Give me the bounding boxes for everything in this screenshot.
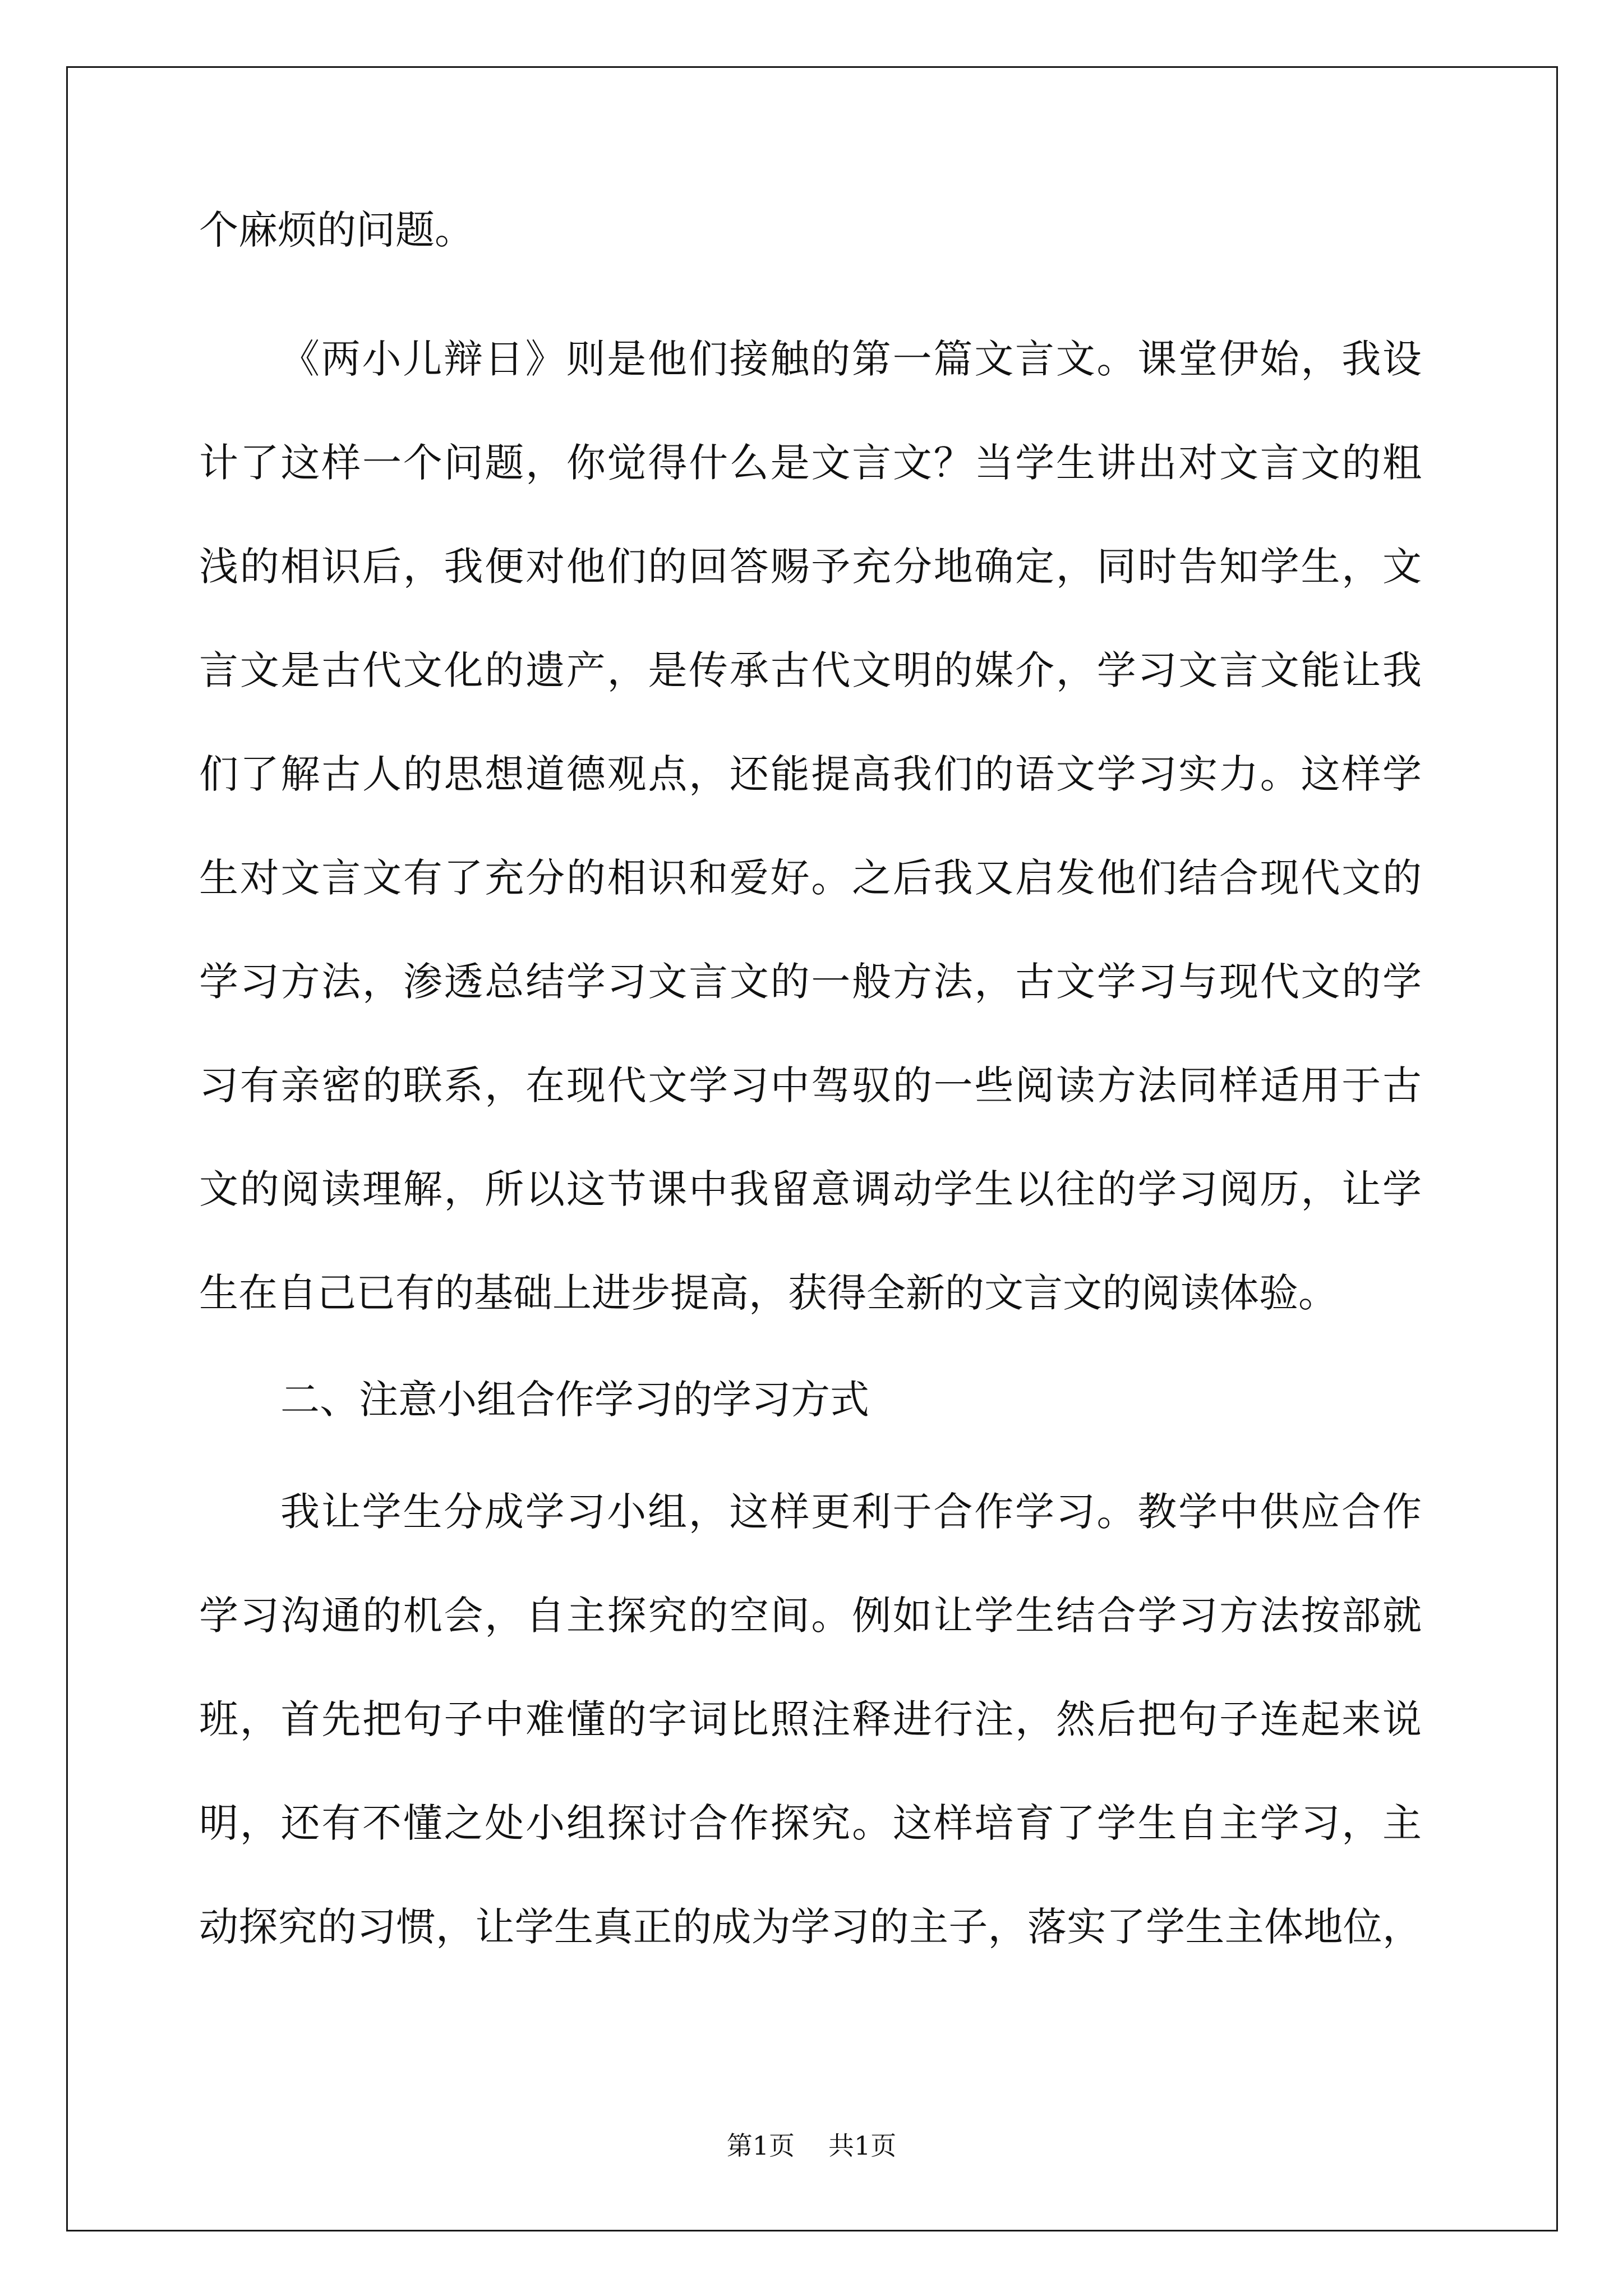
text-line: 个麻烦的问题。 — [199, 207, 474, 253]
text-line: 班，首先把句子中难懂的字词比照注释进行注，然后把句子连起来说 — [199, 1696, 1422, 1742]
text-line: 明，还有不懂之处小组探讨合作探究。这样培育了学生自主学习，主 — [199, 1800, 1422, 1846]
page-total: 共1页 — [828, 2131, 897, 2161]
text-line: 们了解古人的思想道德观点，还能提高我们的语文学习实力。这样学 — [199, 751, 1422, 797]
text-line: 动探究的习惯，让学生真正的成为学习的主子，落实了学生主体地位， — [199, 1904, 1422, 1950]
text-line: 学习方法，渗透总结学习文言文的一般方法，古文学习与现代文的学 — [199, 959, 1422, 1005]
text-line: 计了这样一个问题，你觉得什么是文言文？当学生讲出对文言文的粗 — [199, 440, 1422, 486]
text-line: 言文是古代文化的遗产，是传承古代文明的媒介，学习文言文能让我 — [199, 647, 1422, 693]
page-number: 第1页 — [726, 2131, 795, 2161]
text-line: 文的阅读理解，所以这节课中我留意调动学生以往的学习阅历，让学 — [199, 1166, 1422, 1212]
text-line: 生对文言文有了充分的相识和爱好。之后我又启发他们结合现代文的 — [199, 855, 1422, 901]
paragraph-first-line: 我让学生分成学习小组，这样更利于合作学习。教学中供应合作 — [280, 1489, 1422, 1535]
section-heading: 二、注意小组合作学习的学习方式 — [280, 1377, 869, 1423]
text-line: 习有亲密的联系，在现代文学习中驾驭的一些阅读方法同样适用于古 — [199, 1062, 1422, 1108]
text-line: 学习沟通的机会，自主探究的空间。例如让学生结合学习方法按部就 — [199, 1593, 1422, 1639]
text-line: 浅的相识后，我便对他们的回答赐予充分地确定，同时告知学生，文 — [199, 544, 1422, 590]
paragraph-first-line: 《两小儿辩日》则是他们接触的第一篇文言文。课堂伊始，我设 — [280, 336, 1422, 382]
text-line: 生在自己已有的基础上进步提高，获得全新的文言文的阅读体验。 — [199, 1270, 1338, 1316]
page-footer — [0, 2126, 1623, 2165]
